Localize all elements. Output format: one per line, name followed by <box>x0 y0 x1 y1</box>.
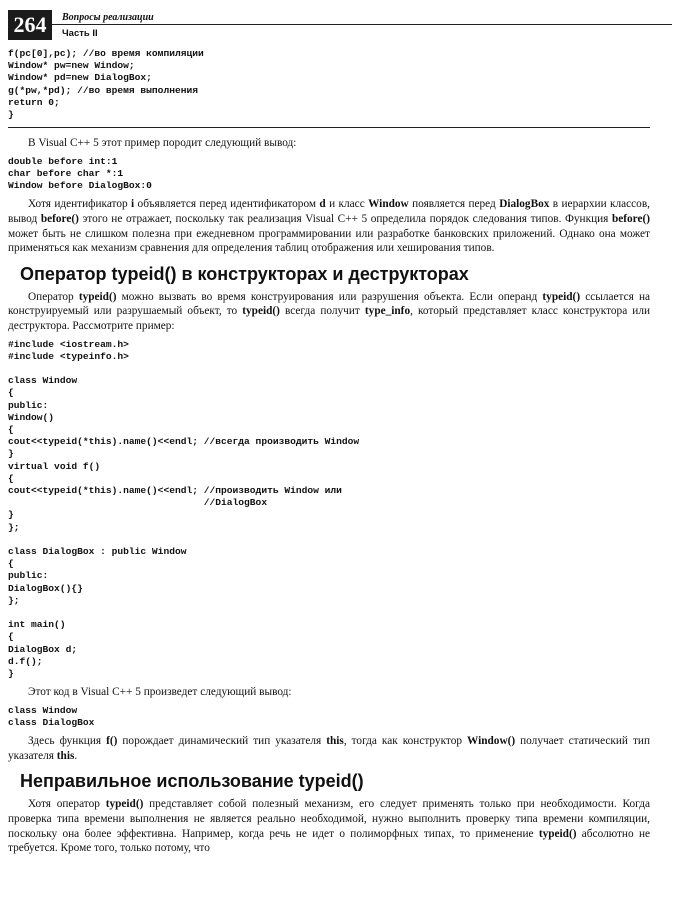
code-listing-main: #include <iostream.h> #include <typeinfo.h> class Window { public: Window() { cout<<typeid(*this).name()<<endl; //всегда производить Window } virtual void f() { cout<<typeid(*this).name()<<endl; //производить Window или //DialogBox } }; class DialogBox : public Window { public: DialogBox(){} }; int main() { DialogBox d; d.f(); } <box>8 338 360 680</box>
part-label: Часть II <box>62 28 98 39</box>
section-heading-typeid-constructors: Оператор typeid() в конструкторах и деструкторах <box>20 263 469 284</box>
page-number: 264 <box>8 10 52 40</box>
section-divider <box>8 127 650 128</box>
paragraph-dynamic-type: Здесь функция f() порождает динамический тип указателя this, тогда как конструктор Window() получает статический тип указателя this. <box>8 735 651 762</box>
page-header <box>8 10 672 40</box>
paragraph-typeid-constructors: Оператор typeid() можно вызвать во время конструирования или разрушения объекта. Если операнд typeid() ссылается на конструируемый или разрушаемый объект, то typeid() всегда получит type_info, который представляет класс конструктора или деструктора. Рассмотрите пример: <box>8 290 651 332</box>
paragraph-output-intro-2: Этот код в Visual C++ 5 произведет следующий вывод: <box>28 686 292 699</box>
paragraph-before-explanation: Хотя идентификатор i объявляется перед идентификатором d и класс Window появляется перед DialogBox в иерархии классов, вывод before() этого не отражает, поскольку так реализация Visual C++ 5 определила порядок следования типов. Функция before() может быть не слишком полезна при ежедневном программировании или разработке банковских приложений. Однако она может применяться как механизм сравнения для определения таблиц отображения или хеширования типов. <box>8 198 650 255</box>
page-content <box>8 48 650 856</box>
paragraph-typeid-misuse: Хотя оператор typeid() представляет собой полезный механизм, его следует применять только при необходимости. Когда проверка типа времени выполнения не является реально необходимой, нужно выполнить проверку типа времени компиляции, поскольку она более эффективна. Например, когда речь не идет о полиморфных типах, то применение typeid() абсолютно не требуется. Кроме того, только потому, что <box>8 798 651 855</box>
code-listing-top: f(pc[0],pc); //во время компиляции Window* pw=new Window; Window* pd=new DialogBox; g(*pw,*pd); //во время выполнения return 0; } <box>8 48 204 121</box>
output-listing-2: class Window class DialogBox <box>8 704 95 729</box>
paragraph-output-intro: В Visual C++ 5 этот пример породит следующий вывод: <box>28 137 297 150</box>
running-title: Вопросы реализации <box>62 12 154 23</box>
header-rule <box>52 24 672 25</box>
output-listing-1: double before int:1 char before char *:1 Window before DialogBox:0 <box>8 155 152 192</box>
section-heading-typeid-misuse: Неправильное использование typeid() <box>20 771 364 792</box>
